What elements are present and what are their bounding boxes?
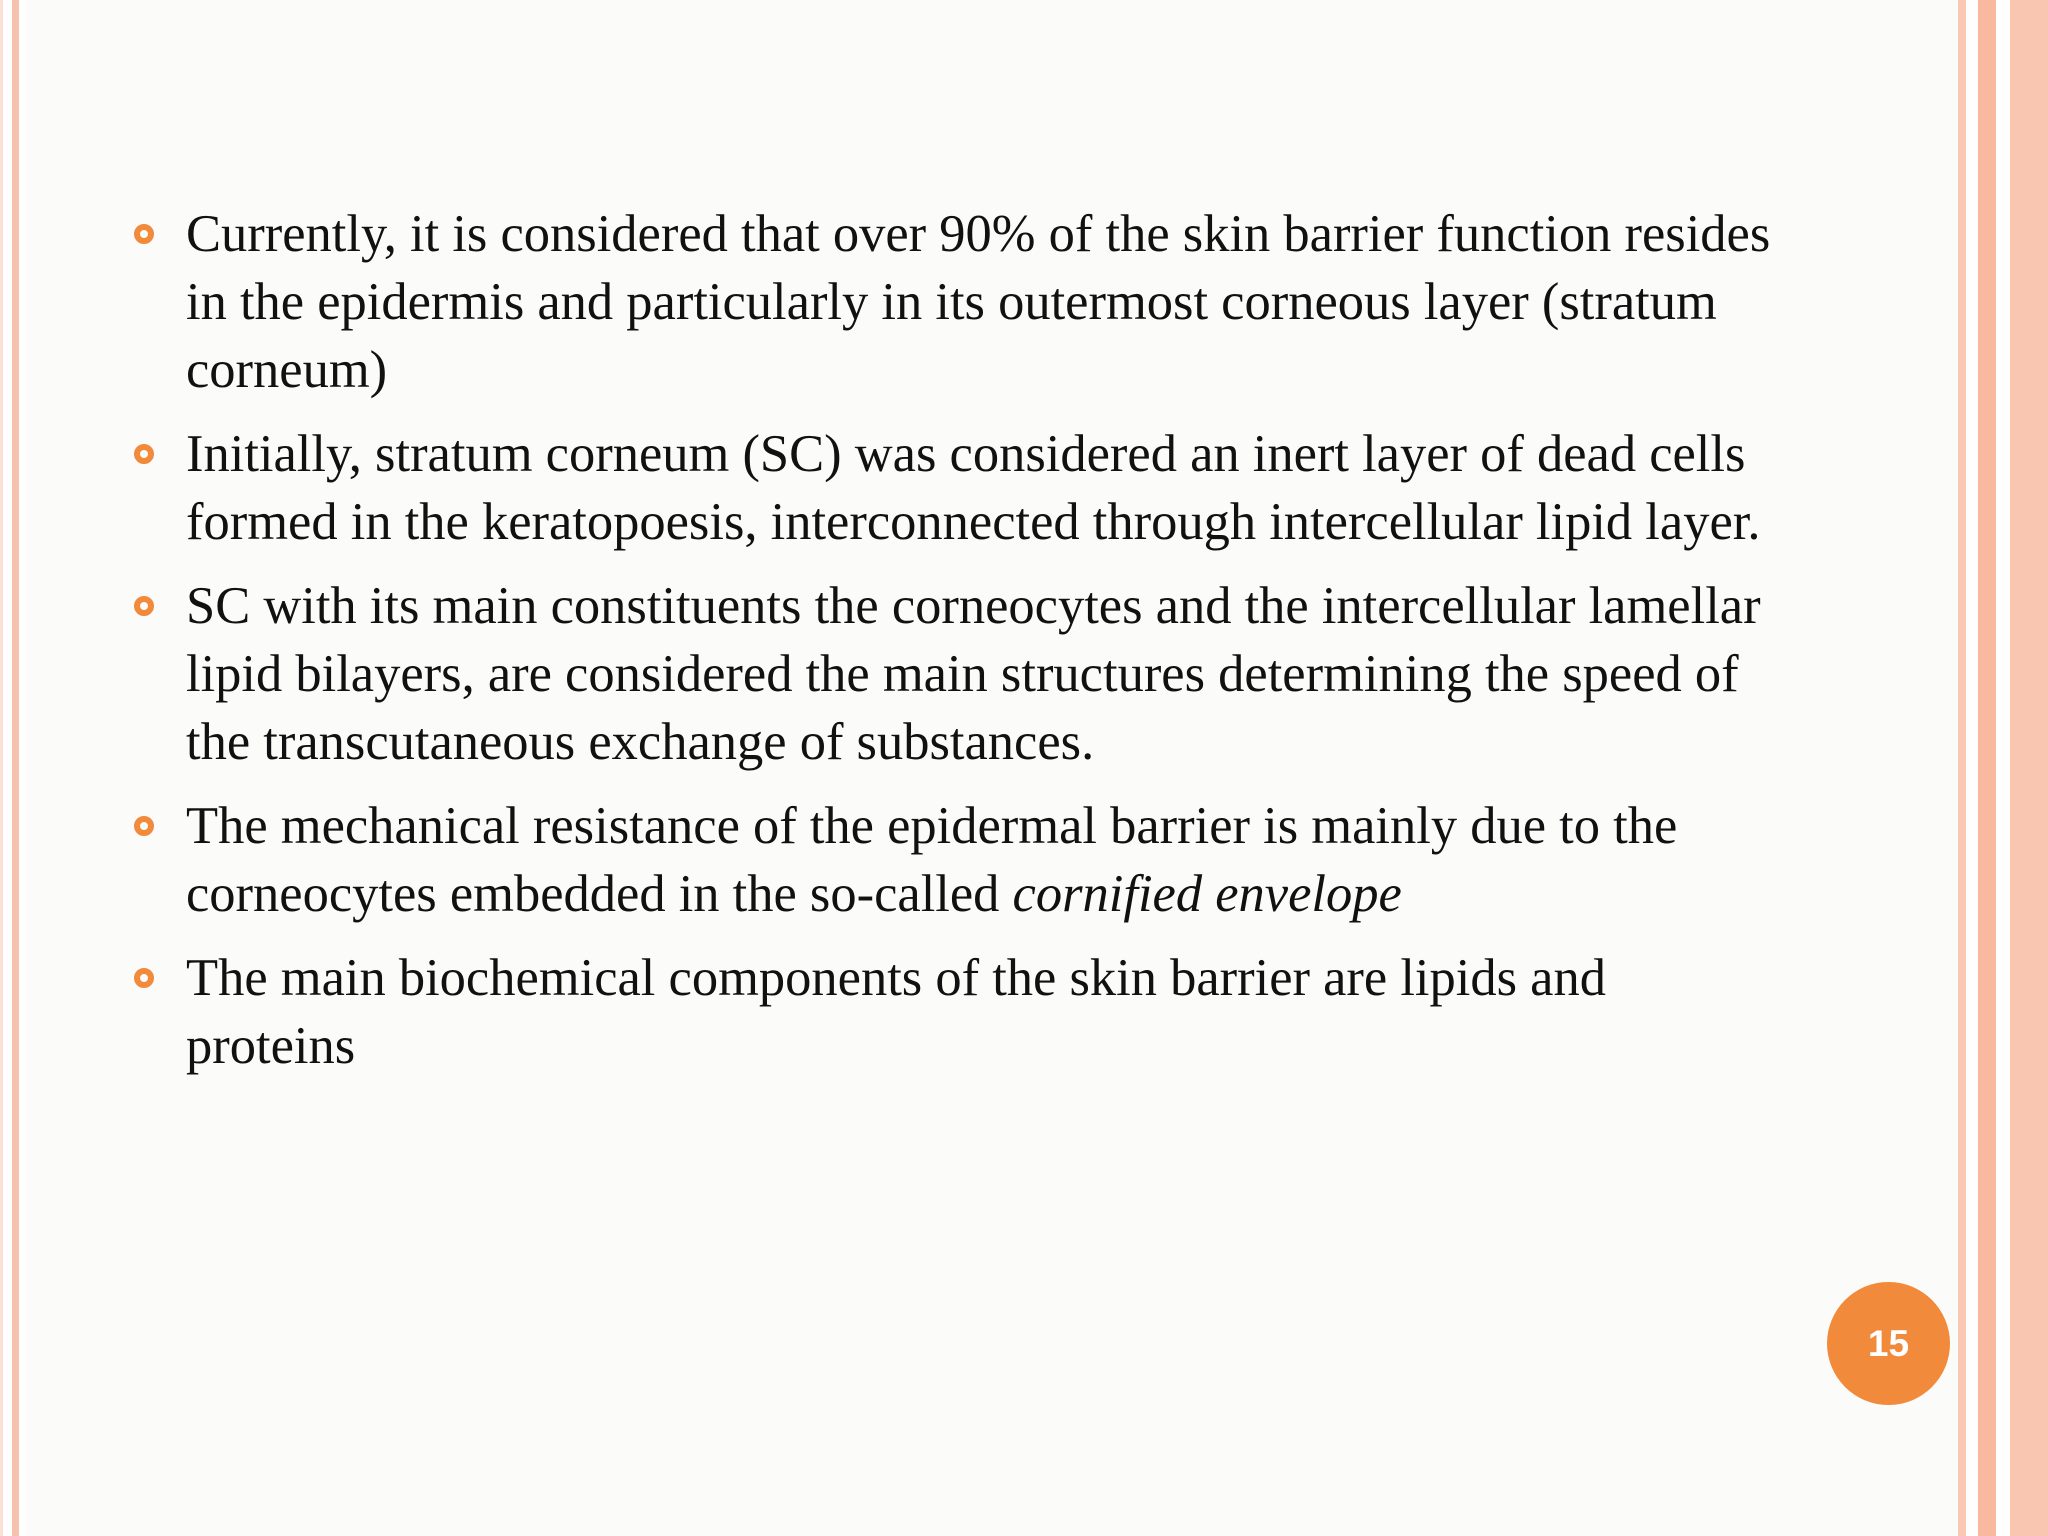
bullet-circle-icon	[134, 444, 154, 464]
bullet-text: Currently, it is considered that over 90% of the skin barrier function resides in the epidermis and particularly in its outermost corneous layer (stratum corneum)	[186, 205, 1771, 399]
bullet-item	[134, 944, 1774, 1080]
bullet-item	[134, 200, 1774, 404]
bullet-emphasis: cornified envelope	[1012, 865, 1402, 923]
bullet-circle-icon	[134, 224, 154, 244]
right-border-stripe	[1978, 0, 1996, 1536]
bullet-text: SC with its main constituents the corneocytes and the intercellular lamellar lipid bilayers, are considered the main structures determining the speed of the transcutaneous exchange of substances.	[186, 577, 1761, 771]
bullet-list	[134, 200, 1774, 1096]
right-border-stripe	[2010, 0, 2048, 1536]
bullet-item	[134, 420, 1774, 556]
bullet-text: The main biochemical components of the skin barrier are lipids and proteins	[186, 949, 1606, 1075]
bullet-text: The mechanical resistance of the epidermal barrier is mainly due to the corneocytes embedded in the so-called	[186, 797, 1678, 923]
bullet-item	[134, 572, 1774, 776]
left-border	[12, 0, 19, 1536]
bullet-item	[134, 792, 1774, 928]
bullet-circle-icon	[134, 968, 154, 988]
bullet-circle-icon	[134, 816, 154, 836]
bullet-circle-icon	[134, 596, 154, 616]
page-number-badge: 15	[1827, 1282, 1950, 1405]
left-border-accent	[0, 0, 3, 1536]
bullet-text: Initially, stratum corneum (SC) was considered an inert layer of dead cells formed in the keratopoesis, interconnected through intercellular lipid layer.	[186, 425, 1761, 551]
right-border-stripe	[1958, 0, 1966, 1536]
